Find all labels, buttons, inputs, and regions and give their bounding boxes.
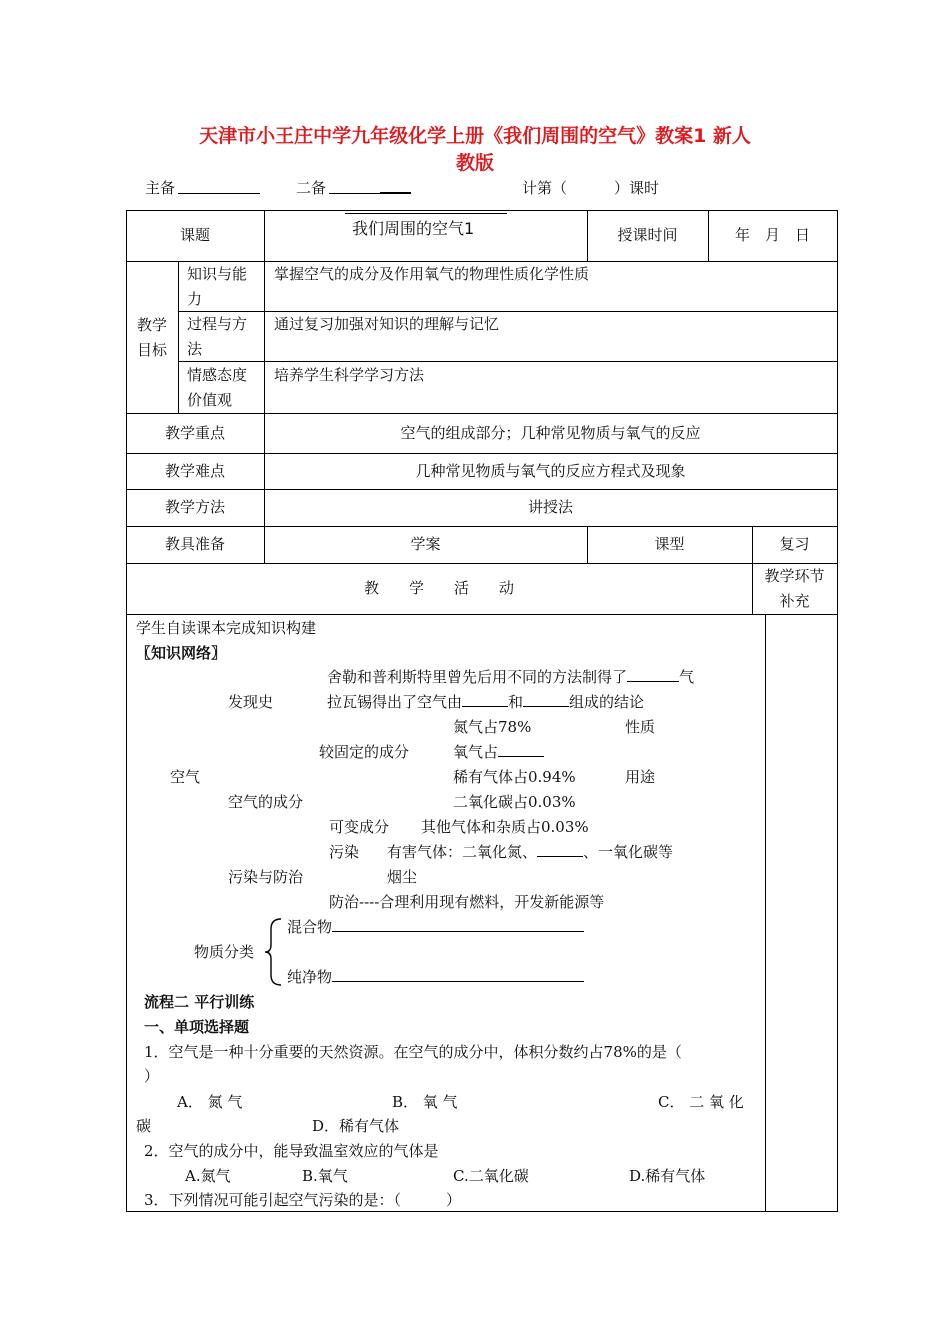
document-title-line-1: 天津市小王庄中学九年级化学上册《我们周围的空气》教案1 新人 [199, 125, 751, 147]
dust-label: 烟尘 [387, 868, 418, 886]
row-line [126, 526, 838, 527]
flow2-title: 流程二 平行训练 [144, 993, 255, 1011]
obj3-label-2: 价值观 [187, 391, 233, 409]
date-value: 年 月 日 [734, 226, 810, 244]
keshi-label: ）课时 [614, 179, 660, 197]
jidi-label: 计第（ [522, 179, 568, 197]
fixed-components: 较固定的成分 [319, 743, 410, 761]
activity-label: 教 学 活 动 [363, 579, 514, 597]
zhubei-blank [178, 193, 260, 194]
topic-value: 我们周围的空气1 [352, 219, 475, 238]
question-1-end: ） [144, 1067, 160, 1085]
obj2-value: 通过复习加强对知识的理解与记忆 [274, 315, 500, 333]
supplement-label-2: 补充 [779, 592, 810, 610]
method-value: 讲授法 [527, 498, 573, 516]
co2-share: 二氧化碳占0.03% [453, 793, 576, 811]
row-line [126, 413, 838, 414]
row-line [126, 489, 838, 490]
row-line [178, 361, 838, 362]
type-label: 课型 [654, 535, 685, 553]
nitrogen-share: 氮气占78% [453, 718, 532, 736]
q1-option-b: B． 氧 气 [392, 1093, 458, 1111]
erbei-blank-thick [380, 192, 411, 194]
obj1-label-1: 知识与能 [187, 265, 248, 283]
tools-label: 教具准备 [164, 535, 225, 553]
q2-option-d: D.稀有气体 [629, 1167, 706, 1185]
q1-option-a: A． 氮 气 [177, 1093, 243, 1111]
q2-option-c: C.二氧化碳 [453, 1167, 529, 1185]
obj3-label-1: 情感态度 [187, 366, 248, 384]
pollution-prevention-label: 污染与防治 [228, 868, 304, 886]
difficulty-value: 几种常见物质与氧气的反应方程式及现象 [415, 462, 686, 480]
harmful-gases: 有害气体：二氧化氮、 、一氧化碳等 [387, 843, 674, 861]
obj2-label-1: 过程与方 [187, 315, 248, 333]
q1-option-d: D．稀有气体 [312, 1117, 400, 1135]
intro-text: 学生自读课本完成知识构建 [136, 619, 317, 637]
obj1-label-2: 力 [187, 290, 203, 308]
key-value: 空气的组成部分；几种常见物质与氧气的反应 [400, 424, 701, 442]
classification-label: 物质分类 [194, 943, 255, 961]
row-line [126, 563, 838, 564]
time-label: 授课时间 [617, 226, 678, 244]
brace-icon [263, 917, 285, 987]
row-line [126, 453, 838, 454]
key-label: 教学重点 [164, 424, 225, 442]
document-title-line-2: 教版 [455, 152, 494, 174]
pure-line: 纯净物 [287, 967, 584, 987]
discovery-line-1: 舍勒和普利斯特里曾先后用不同的方法制得了 气 [327, 668, 695, 686]
air-label: 空气 [170, 768, 201, 786]
table-bottom-border [126, 1211, 838, 1212]
discovery-line-2: 拉瓦锡得出了空气由 和 组成的结论 [327, 693, 645, 711]
col-line [765, 614, 766, 1212]
section1-title: 一、单项选择题 [144, 1018, 250, 1036]
q1-option-c-cont: 碳 [136, 1117, 152, 1135]
composition-label: 空气的成分 [228, 793, 304, 811]
question-1: 1．空气是一种十分重要的天然资源。在空气的成分中，体积分数约占78%的是（ [144, 1043, 682, 1061]
row-line [126, 614, 838, 615]
rare-gas-share: 稀有气体占0.94% [453, 768, 576, 786]
tools-value: 学案 [410, 535, 441, 553]
q2-option-a: A.氮气 [185, 1167, 231, 1185]
variable-components: 可变成分 [329, 818, 390, 836]
prevention-text: 防治----合理利用现有燃料，开发新能源等 [329, 893, 605, 911]
method-label: 教学方法 [164, 498, 225, 516]
objectives-label-1: 教学 [136, 316, 167, 334]
discovery-label: 发现史 [228, 693, 274, 711]
supplement-label-1: 教学环节 [764, 567, 825, 585]
other-gases-share: 其他气体和杂质占0.03% [421, 818, 589, 836]
obj1-value: 掌握空气的成分及作用氧气的物理性质化学性质 [274, 265, 590, 283]
type-value: 复习 [779, 535, 810, 553]
pollution-word: 污染 [329, 843, 360, 861]
erbei-label: 二备 [296, 179, 327, 197]
obj2-label-2: 法 [187, 340, 203, 358]
question-3: 3．下列情况可能引起空气污染的是：（ ） [144, 1191, 462, 1209]
topic-label: 课题 [179, 226, 210, 244]
network-title: 〖知识网络〗 [136, 644, 227, 662]
zhubei-label: 主备 [145, 179, 176, 197]
table-top-border [126, 210, 838, 211]
topic-underline [345, 213, 507, 214]
obj3-value: 培养学生科学学习方法 [274, 366, 425, 384]
col-line [178, 261, 179, 413]
property-label: 性质 [625, 718, 656, 736]
question-2: 2．空气的成分中，能导致温室效应的气体是 [144, 1142, 439, 1160]
mixture-line: 混合物 [287, 917, 584, 937]
objectives-label-2: 目标 [136, 341, 167, 359]
difficulty-label: 教学难点 [164, 462, 225, 480]
use-label: 用途 [625, 768, 656, 786]
oxygen-share: 氧气占 [453, 742, 544, 762]
q2-option-b: B.氧气 [302, 1167, 348, 1185]
q1-option-c: C． 二 氧 化 [658, 1093, 744, 1111]
